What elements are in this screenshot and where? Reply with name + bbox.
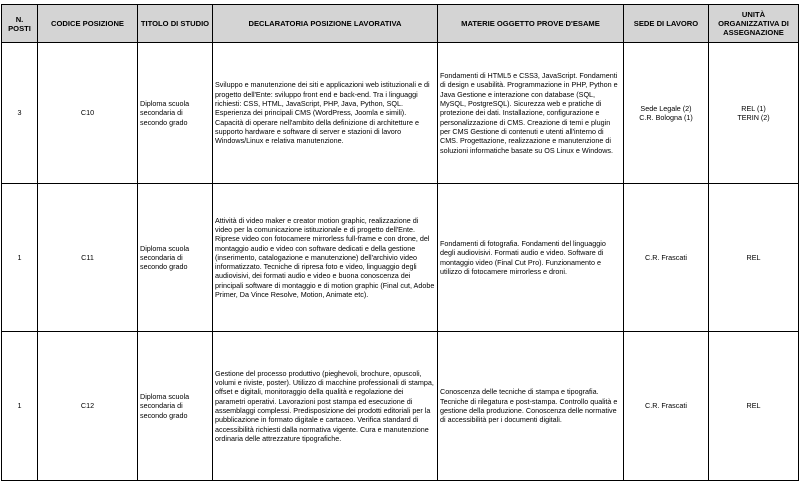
cell-unita xyxy=(709,184,799,332)
cell-codice: C10 xyxy=(38,43,138,184)
cell-unita xyxy=(709,332,799,481)
header-codice-posizione: CODICE POSIZIONE xyxy=(38,5,138,43)
cell-sede xyxy=(624,43,709,184)
sede-line: C.R. Bologna (1) xyxy=(639,113,693,122)
cell-posti: 1 xyxy=(2,184,38,332)
cell-titolo: Diploma scuola secondaria di secondo grado xyxy=(138,184,213,332)
table-row xyxy=(2,43,799,184)
unita-line: REL (1) xyxy=(741,103,766,113)
unita-line: REL xyxy=(746,252,761,262)
cell-unita xyxy=(709,43,799,184)
cell-materie: Fondamenti di HTML5 e CSS3, JavaScript. Fondamenti di design e usabilità. Programmazione in PHP, Python e Java Gestione e interazione con database (SQL, MySQL, PostgreSQL). Sicurezza web e pratiche di protezione dei dati. Installazione, configurazione e personalizzazione di CMS. Creazione di temi e plugin per CMS Gestione di contenuti e utenti all'interno di CMS. Progettazione, realizzazione e manutenzione di soluzioni informatiche basate su OS Linux e Windows. xyxy=(438,43,624,184)
cell-titolo: Diploma scuola secondaria di secondo grado xyxy=(138,43,213,184)
cell-sede xyxy=(624,332,709,481)
cell-posti: 3 xyxy=(2,43,38,184)
table-row xyxy=(2,184,799,332)
sede-line: C.R. Frascati xyxy=(645,401,687,411)
cell-materie: Fondamenti di fotografia. Fondamenti del linguaggio degli audiovisivi. Formati audio e video. Software di montaggio video (Final Cut Pro). Funzionamento e utilizzo di fotocamere mirrorless e droni. xyxy=(438,184,624,332)
header-sede-di-lavoro: SEDE DI LAVORO xyxy=(624,5,709,43)
table-header-row xyxy=(2,5,799,43)
header-titolo-di-studio: TITOLO DI STUDIO xyxy=(138,5,213,43)
cell-declaratoria: Gestione del processo produttivo (pieghevoli, brochure, opuscoli, volumi e riviste, poster). Utilizzo di macchine professionali di stampa, offset e digitali, monitoraggio della qualità e regolazione dei parametri operativi. Lavorazioni post stampa ed esecuzione di assemblaggi complessi. Predisposizione dei prodotti editoriali per la pubblicazione in formato digitale e cartaceo. Verifica standard di accessibilità richiesti dalla normativa vigente. Cura e manutenzione ordinaria delle attrezzature tipografiche. xyxy=(213,332,438,481)
header-n-posti: N. POSTI xyxy=(2,5,38,43)
cell-declaratoria: Attività di video maker e creator motion graphic, realizzazione di video per la comunicazione istituzionale e di progetto dell'Ente. Riprese video con fotocamere mirrorless full-frame e con drone, del montaggio audio e video con software dedicati e della gestione (inserimento, catalogazione e manutenzione) dell'archivio video informatizzato. Tecniche di ripresa foto e video, linguaggio degli audiovisivi, dei formati audio e video e buona conoscenza dei principali software di montaggio e di motion graphic (Final cut, Adobe Primer, Da Vince Resolve, Motion, Animate etc). xyxy=(213,184,438,332)
positions-table xyxy=(1,4,799,481)
cell-sede xyxy=(624,184,709,332)
table-row xyxy=(2,332,799,481)
header-materie: MATERIE OGGETTO PROVE D'ESAME xyxy=(438,5,624,43)
unita-line: TERIN (2) xyxy=(737,113,770,122)
cell-codice: C11 xyxy=(38,184,138,332)
cell-materie: Conoscenza delle tecniche di stampa e tipografia. Tecniche di rilegatura e post-stampa. Controllo qualità e gestione della produzione. Conoscenza delle normative di accessibilità per i documenti digitali. xyxy=(438,332,624,481)
cell-posti: 1 xyxy=(2,332,38,481)
sede-line: Sede Legale (2) xyxy=(640,103,692,113)
unita-line: REL xyxy=(746,401,761,411)
header-unita-organizzativa: UNITÀ ORGANIZZATIVA DI ASSEGNAZIONE xyxy=(709,5,799,43)
cell-titolo: Diploma scuola secondaria di secondo grado xyxy=(138,332,213,481)
sede-line: C.R. Frascati xyxy=(645,252,687,262)
cell-codice: C12 xyxy=(38,332,138,481)
header-declaratoria: DECLARATORIA POSIZIONE LAVORATIVA xyxy=(213,5,438,43)
cell-declaratoria: Sviluppo e manutenzione dei siti e applicazioni web istituzionali e di progetto dell'Ente: sviluppo front end e back-end. Tra i linguaggi richiesti: CSS, HTML, JavaScript, PHP, Java, Python, SQL. Esperienza dei principali CMS (WordPress, Joomla e simili). Capacità di operare nell'ambito della definizione di architetture e supporto hardware e software di server e stazioni di lavoro Windows/Linux e relativa manutenzione. xyxy=(213,43,438,184)
